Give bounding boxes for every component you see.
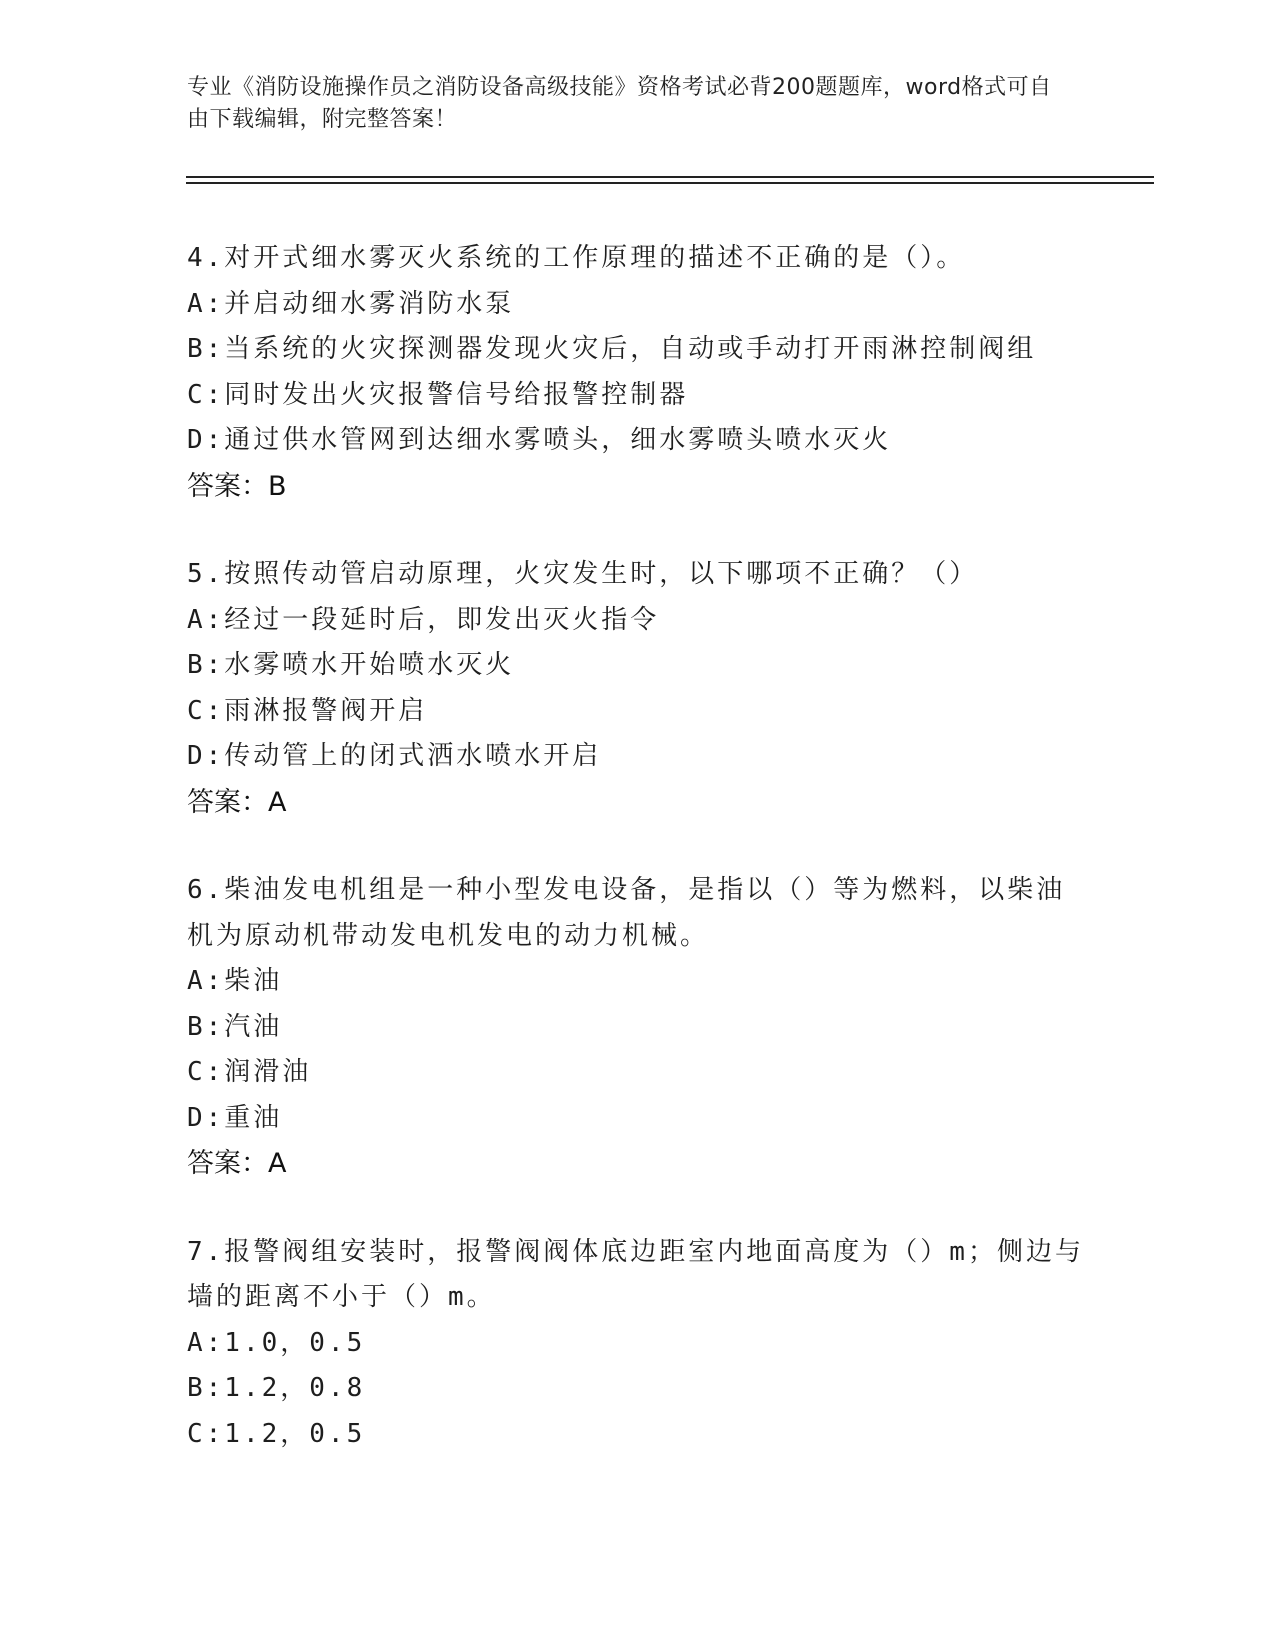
question-block — [187, 552, 1087, 825]
question-block — [187, 236, 1087, 509]
answer-line: 答案：B — [187, 470, 287, 502]
header-divider-top — [186, 176, 1154, 178]
option-a: A:1.0，0.5 — [187, 1327, 366, 1358]
option-b: B:汽油 — [187, 1011, 283, 1042]
question-stem: 6.柴油发电机组是一种小型发电设备，是指以（）等为燃料，以柴油机为原动机带动发电机发电的动力机械。 — [187, 875, 1066, 951]
document-header: 专业《消防设施操作员之消防设备高级技能》资格考试必背200题题库，word格式可自由下载编辑，附完整答案！ — [187, 75, 1052, 132]
question-stem: 4.对开式细水雾灭火系统的工作原理的描述不正确的是（）。 — [187, 243, 966, 273]
option-c: C:雨淋报警阀开启 — [187, 695, 428, 726]
option-b: B:1.2，0.8 — [187, 1373, 366, 1403]
option-a: A:柴油 — [187, 966, 283, 996]
option-a: A:经过一段延时后，即发出灭火指令 — [187, 604, 660, 635]
option-b: B:水雾喷水开始喷水灭火 — [187, 650, 515, 680]
option-a: A:并启动细水雾消防水泵 — [187, 288, 515, 319]
question-list — [187, 236, 1087, 1500]
question-stem: 5.按照传动管启动原理，火灾发生时，以下哪项不正确？（） — [187, 559, 979, 589]
answer-line: 答案：A — [187, 1148, 287, 1179]
option-d: D:传动管上的闭式洒水喷水开启 — [187, 741, 602, 771]
option-b: B:当系统的火灾探测器发现火灾后，自动或手动打开雨淋控制阀组 — [187, 334, 1037, 364]
option-d: D:通过供水管网到达细水雾喷头，细水雾喷头喷水灭火 — [187, 425, 892, 455]
answer-line: 答案：A — [187, 786, 287, 818]
option-c: C:润滑油 — [187, 1057, 312, 1087]
option-c: C:1.2，0.5 — [187, 1418, 366, 1449]
header-divider-bottom — [186, 182, 1154, 184]
question-block — [187, 868, 1087, 1187]
question-block — [187, 1230, 1087, 1458]
option-d: D:重油 — [187, 1102, 283, 1133]
option-c: C:同时发出火灾报警信号给报警控制器 — [187, 379, 689, 410]
question-stem: 7.报警阀组安装时，报警阀阀体底边距室内地面高度为（）m；侧边与墙的距离不小于（）m。 — [187, 1236, 1084, 1312]
